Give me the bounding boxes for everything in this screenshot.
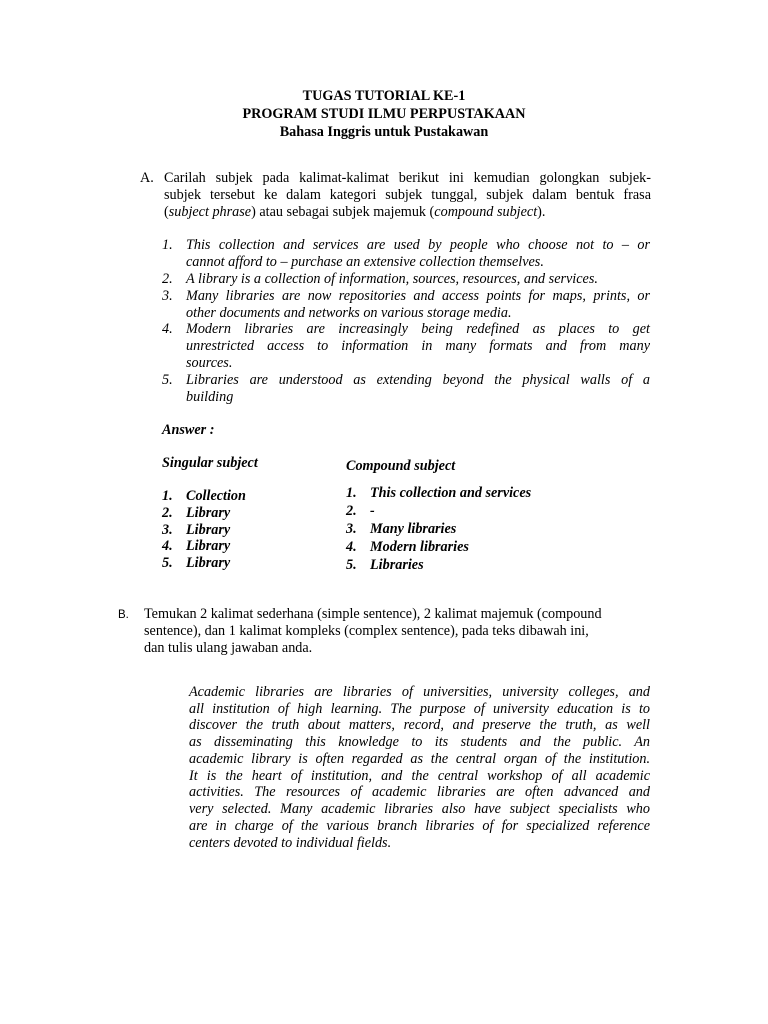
- list-item: This collection and services: [370, 485, 532, 501]
- passage-line: activities. The resources of academic libraries are often advanced and: [189, 784, 650, 800]
- sentence-line: Libraries are understood as extending beyond the physical walls of a: [186, 372, 650, 388]
- sentence-number: 1.: [162, 237, 173, 253]
- passage-line: academic library is often regarded as the central organ of the institution.: [189, 751, 650, 767]
- list-number: 5.: [162, 555, 173, 571]
- sentence-line: This collection and services are used by people who choose not to – or: [186, 237, 650, 253]
- list-item: Libraries: [370, 557, 424, 573]
- sentence-line: cannot afford to – purchase an extensive collection themselves.: [186, 254, 544, 270]
- passage-line: It is the heart of institution, and the central workshop of all academic: [189, 768, 650, 784]
- passage-line: all institution of high learning. The purpose of university education is to: [189, 701, 650, 717]
- section-a-marker: A.: [140, 170, 154, 186]
- singular-subject-heading: Singular subject: [162, 455, 258, 471]
- section-b-marker: B.: [118, 609, 129, 621]
- answer-label: Answer :: [162, 422, 215, 438]
- sentence-line: unrestricted access to information in many formats and from many: [186, 338, 650, 354]
- passage-line: discover the truth about matters, record, and preserve the truth, as well: [189, 717, 650, 733]
- sentence-line: other documents and networks on various storage media.: [186, 305, 512, 321]
- compound-subject-heading: Compound subject: [346, 458, 456, 474]
- passage-line: as disseminating this knowledge to its students and the public. An: [189, 734, 650, 750]
- section-b-instruction-line: sentence), dan 1 kalimat kompleks (complex sentence), pada teks dibawah ini,: [144, 623, 589, 639]
- sentence-line: Modern libraries are increasingly being redefined as places to get: [186, 321, 650, 337]
- sentence-line: Many libraries are now repositories and access points for maps, prints, or: [186, 288, 650, 304]
- list-number: 2.: [346, 503, 357, 519]
- list-number: 3.: [346, 521, 357, 537]
- sentence-number: 5.: [162, 372, 173, 388]
- list-item: Library: [186, 555, 231, 571]
- title-line-2: PROGRAM STUDI ILMU PERPUSTAKAAN: [242, 106, 526, 122]
- list-number: 4.: [346, 539, 357, 555]
- list-item: Collection: [186, 488, 246, 504]
- sentence-line: A library is a collection of information, sources, resources, and services.: [186, 271, 598, 287]
- list-item: Library: [186, 522, 231, 538]
- passage-line: centers devoted to individual fields.: [189, 835, 392, 851]
- sentence-line: building: [186, 389, 234, 405]
- passage-line: Academic libraries are libraries of universities, university colleges, and: [189, 684, 650, 700]
- list-item: Library: [186, 505, 231, 521]
- list-item: -: [370, 503, 375, 519]
- section-a-intro-line-3: (subject phrase) atau sebagai subjek majemuk (compound subject).: [164, 204, 546, 220]
- list-number: 2.: [162, 505, 173, 521]
- list-item: Many libraries: [370, 521, 457, 537]
- title-line-3: Bahasa Inggris untuk Pustakawan: [279, 124, 489, 140]
- list-number: 1.: [346, 485, 357, 501]
- passage-line: are in charge of the various branch libraries of for specialized reference: [189, 818, 650, 834]
- sentence-number: 4.: [162, 321, 173, 337]
- list-number: 1.: [162, 488, 173, 504]
- title-line-1: TUGAS TUTORIAL KE-1: [302, 88, 466, 104]
- section-a-intro-line-2: subjek tersebut ke dalam kategori subjek tunggal, subjek dalam bentuk frasa: [164, 187, 651, 203]
- list-item: Modern libraries: [370, 539, 469, 555]
- list-item: Library: [186, 538, 231, 554]
- list-number: 5.: [346, 557, 357, 573]
- section-b-instruction-line: dan tulis ulang jawaban anda.: [144, 640, 313, 656]
- section-b-instruction-line: Temukan 2 kalimat sederhana (simple sentence), 2 kalimat majemuk (compound: [144, 606, 602, 622]
- sentence-number: 3.: [162, 288, 173, 304]
- list-number: 3.: [162, 522, 173, 538]
- sentence-number: 2.: [162, 271, 173, 287]
- sentence-line: sources.: [186, 355, 233, 371]
- list-number: 4.: [162, 538, 173, 554]
- section-a-intro-line-1: Carilah subjek pada kalimat-kalimat berikut ini kemudian golongkan subjek-: [164, 170, 651, 186]
- passage-line: very selected. Many academic libraries also have subject specialists who: [189, 801, 650, 817]
